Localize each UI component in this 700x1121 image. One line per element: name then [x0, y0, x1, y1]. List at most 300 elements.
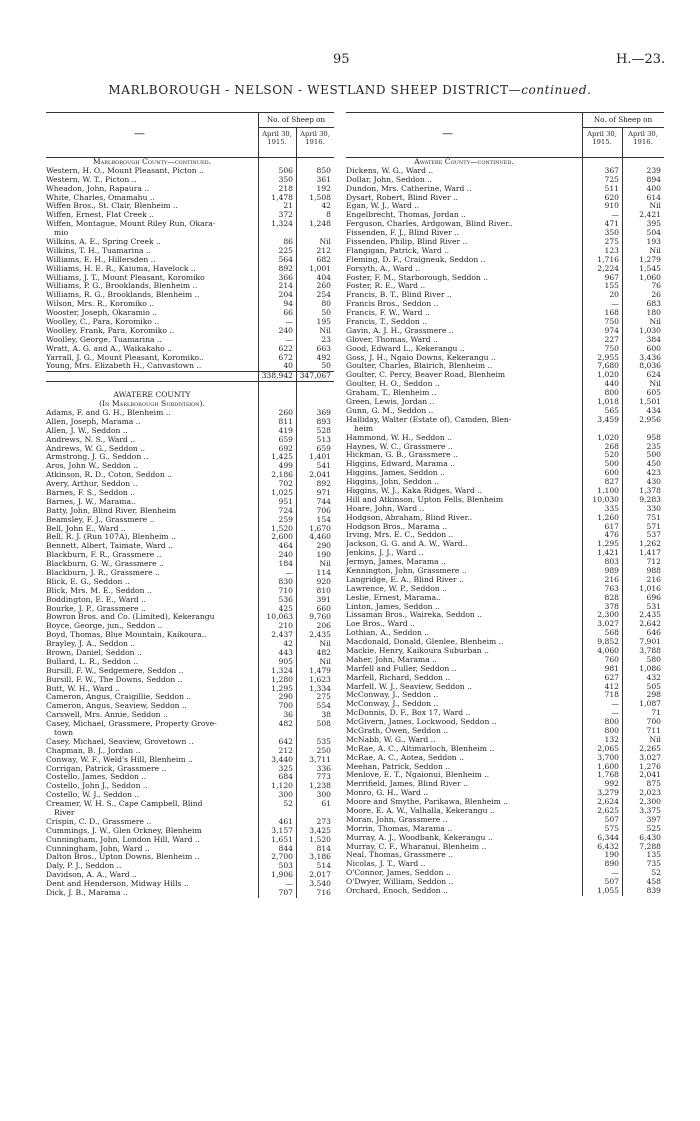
- sheep-1916: 696: [646, 592, 661, 602]
- sheep-1916: 1,262: [639, 539, 661, 549]
- sheep-1915: 507: [604, 814, 619, 824]
- sheep-1916: 347,067: [299, 371, 331, 381]
- sheep-1915: 967: [604, 272, 619, 282]
- owner-name: Crispin, C. D., Grassmere ..: [46, 817, 152, 826]
- owner-name: Orchard, Enoch, Seddon ..: [346, 887, 448, 896]
- sheep-1915: 464: [278, 541, 293, 551]
- owner-name: Williams, J. T., Mount Pleasant, Koromiko: [46, 273, 205, 282]
- sheep-1916: 1,060: [639, 272, 661, 282]
- owner-name: mio: [54, 229, 69, 238]
- sheep-1915: 536: [278, 594, 293, 604]
- owner-name: Engelbrecht, Thomas, Jordan ..: [346, 211, 466, 220]
- owner-name: Blick, Mrs. M. E., Seddon ..: [46, 586, 152, 595]
- sheep-1915: 1,768: [597, 770, 619, 780]
- sheep-1915: 1,906: [271, 870, 293, 880]
- page-number: 95: [333, 52, 350, 67]
- sheep-1916: 513: [316, 434, 331, 444]
- sheep-1916: 660: [316, 603, 331, 613]
- owner-name: Mackie, Henry, Kaikoura Suburban ..: [346, 646, 489, 655]
- owner-name: Adams, F. and G. H., Blenheim ..: [46, 408, 171, 417]
- sheep-1915: —: [285, 879, 293, 889]
- sheep-1915: 9,852: [597, 637, 619, 647]
- sheep-1916: 814: [316, 843, 331, 853]
- sheep-1915: 511: [604, 183, 619, 193]
- sheep-1915: 565: [604, 405, 619, 415]
- sheep-1915: 724: [278, 505, 293, 515]
- column-rule: [296, 128, 297, 157]
- sheep-1916: Nil: [319, 639, 331, 649]
- owner-name: Barnes, F. S., Seddon ..: [46, 488, 136, 497]
- sheep-1916: 432: [646, 672, 661, 682]
- sheep-1916: 920: [316, 576, 331, 586]
- title-main: MARLBOROUGH - NELSON - WESTLAND SHEEP DISTRICT—: [108, 83, 522, 97]
- sheep-1915: 36: [283, 710, 293, 720]
- sheep-1916: 212: [316, 245, 331, 255]
- sheep-1916: 1,334: [309, 683, 331, 693]
- sheep-1915: 366: [278, 272, 293, 282]
- sheep-1916: 330: [646, 503, 661, 513]
- sheep-1916: 190: [316, 550, 331, 560]
- sheep-1915: 190: [604, 850, 619, 860]
- header-col-1915-l2: 1915.: [267, 138, 287, 146]
- owner-name: Goss, J. H., Ngaio Downs, Kekerangu ..: [346, 353, 496, 362]
- owner-name: Francis Bros., Seddon ..: [346, 300, 439, 309]
- header-col-1916: [622, 130, 664, 146]
- sheep-1916: Nil: [319, 237, 331, 247]
- table-row: [46, 400, 258, 409]
- owner-name: Atkinson, R. D., Coton, Seddon ..: [46, 471, 172, 480]
- owner-name: Yarrall, J. G., Mount Pleasant, Koromiko..: [46, 353, 204, 362]
- sheep-1915: 659: [278, 434, 293, 444]
- sheep-1915: 3,279: [597, 788, 619, 798]
- sheep-1915: 627: [604, 672, 619, 682]
- owner-name: Bowron Bros. and Co. (Limited), Kekerangu: [46, 613, 215, 622]
- report-reference: H.—23.: [616, 52, 666, 67]
- owner-name: Barnes, J. W., Marama..: [46, 497, 136, 506]
- sheep-1915: 750: [604, 317, 619, 327]
- sheep-1915: 214: [278, 281, 293, 291]
- sheep-1915: 800: [604, 726, 619, 735]
- sheep-1915: 3,027: [597, 619, 619, 629]
- sheep-1916: 605: [646, 388, 661, 398]
- sheep-1916: 1,238: [309, 781, 331, 791]
- sheep-1915: 718: [604, 690, 619, 700]
- sheep-1915: 2,600: [271, 532, 293, 542]
- sheep-1916: 7,288: [639, 841, 661, 851]
- sheep-1915: 3,459: [597, 414, 619, 424]
- sheep-1916: 504: [646, 228, 661, 238]
- sheep-1916: 2,041: [639, 770, 661, 780]
- owner-name: Carswell, Mrs. Annie, Seddon ..: [46, 711, 168, 720]
- owner-name: Casey, Michael, Grassmere, Property Grove-: [46, 720, 217, 729]
- sheep-1915: 259: [278, 514, 293, 524]
- owner-name: Higgins, Edward, Marama ..: [346, 460, 455, 469]
- sheep-1915: 412: [604, 681, 619, 691]
- sheep-1915: 1,478: [271, 192, 293, 202]
- owner-name: Merrifield, James, Blind River ..: [346, 780, 469, 789]
- owner-name: Allen, J. W., Seddon ..: [46, 426, 128, 435]
- sheep-1916: 195: [316, 317, 331, 327]
- sheep-1915: 905: [278, 656, 293, 666]
- sheep-1915: 672: [278, 352, 293, 362]
- sheep-1916: 663: [316, 343, 331, 353]
- sheep-1915: 499: [278, 461, 293, 471]
- owner-name: Murray, C. F., Wharanui, Blenheim ..: [346, 842, 487, 851]
- header-group-label: No. of Sheep on: [582, 116, 664, 128]
- sheep-1916: 744: [316, 496, 331, 506]
- sheep-1915: 828: [604, 592, 619, 602]
- sheep-1915: 367: [604, 165, 619, 175]
- sheep-1916: 114: [316, 567, 331, 577]
- owner-name: Nicolas, J. T., Ward ..: [346, 860, 426, 869]
- owner-name: Ferguson, Charles, Ardgowan, Blind River..: [346, 220, 513, 229]
- sheep-1916: 525: [646, 823, 661, 833]
- sheep-1916: 537: [646, 530, 661, 540]
- sheep-1915: 692: [278, 443, 293, 453]
- owner-name: Costello, James, Seddon ..: [46, 773, 147, 782]
- owner-name: Conway, W. F., Weld's Hill, Blenheim ..: [46, 755, 193, 764]
- owner-name: Casey, Michael, Seaview, Grovetown ..: [46, 737, 194, 746]
- owner-name: Cunningham, John, London Hill, Ward ..: [46, 835, 200, 844]
- sheep-1915: 275: [604, 237, 619, 247]
- sheep-1916: 850: [316, 165, 331, 175]
- sheep-1915: 620: [604, 192, 619, 202]
- sheep-1916: 683: [646, 299, 661, 309]
- owner-name: Costello, W. J., Seddon ..: [46, 791, 140, 800]
- owner-name: Hoare, John, Ward ..: [346, 504, 425, 513]
- sheep-1916: 384: [646, 334, 661, 344]
- owner-name: Moore and Smythe, Parikawa, Blenheim ..: [346, 798, 509, 807]
- sheep-1915: 1,421: [597, 548, 619, 558]
- sheep-1916: 254: [316, 290, 331, 300]
- sheep-1915: 1,280: [271, 674, 293, 684]
- sheep-1916: 430: [646, 477, 661, 487]
- owner-name: Linton, James, Seddon ..: [346, 602, 440, 611]
- owner-name: Beamsley, F. J., Grassmere ..: [46, 515, 155, 524]
- owner-name: Graham, T., Blenheim ..: [346, 389, 437, 398]
- sheep-1915: 290: [278, 692, 293, 702]
- sheep-1916: 260: [316, 281, 331, 291]
- owner-name: Woolley, C., Para, Koromiko ..: [46, 318, 160, 327]
- owner-name: Marfell, W. J., Seaview, Seddon ..: [346, 682, 472, 691]
- owner-name: Dalton Bros., Upton Downs, Blenheim ..: [46, 853, 200, 862]
- sheep-1915: 564: [278, 254, 293, 264]
- sheep-1915: 992: [604, 779, 619, 789]
- sheep-1916: 659: [316, 443, 331, 453]
- sheep-1916: 61: [321, 799, 331, 809]
- sheep-1916: 958: [646, 432, 661, 442]
- sheep-1915: 2,437: [271, 630, 293, 640]
- sheep-1916: 290: [316, 541, 331, 551]
- sheep-1915: 2,625: [597, 806, 619, 816]
- left-table-header: [46, 112, 334, 158]
- sheep-1915: 507: [604, 877, 619, 887]
- sheep-1916: Nil: [319, 656, 331, 666]
- sheep-1915: 700: [278, 701, 293, 711]
- sheep-1915: 3,700: [597, 752, 619, 762]
- owner-name: Cameron, Angus, Craigillie, Seddon ..: [46, 693, 192, 702]
- sheep-1915: 204: [278, 290, 293, 300]
- sheep-1916: 3,027: [639, 752, 661, 762]
- owner-name: Daly, P. J., Seddon ..: [46, 862, 122, 871]
- owner-name: Boyce, George, jun., Seddon ..: [46, 622, 163, 631]
- sheep-1916: 6,430: [639, 832, 661, 842]
- owner-name: McGivern, James, Lockwood, Seddon ..: [346, 718, 497, 727]
- sheep-1915: 622: [278, 343, 293, 353]
- sheep-1915: 335: [604, 503, 619, 513]
- sheep-1915: 168: [604, 308, 619, 318]
- sheep-1915: 3,157: [271, 825, 293, 835]
- sheep-1916: 894: [646, 174, 661, 184]
- owner-name: Francis, T., Seddon ..: [346, 318, 428, 327]
- column-rule: [622, 128, 623, 157]
- sheep-1916: 716: [316, 888, 331, 898]
- owner-name: Gunn, G. M., Seddon ..: [346, 406, 434, 415]
- sheep-1915: 1,020: [597, 370, 619, 380]
- sheep-1916: 9,283: [639, 494, 661, 504]
- header-col-1915-l1: April 30,: [587, 130, 617, 138]
- owner-name: Avery, Arthur, Seddon ..: [46, 480, 138, 489]
- owner-name: Langridge, E. A., Blind River ..: [346, 575, 464, 584]
- header-col-1915-l1: April 30,: [262, 130, 292, 138]
- owner-name: McConway, J., Seddon ..: [346, 691, 439, 700]
- sheep-1916: 682: [316, 254, 331, 264]
- owner-name: Goulter, C. Percy, Beaver Road, Blenheim: [346, 371, 506, 380]
- sheep-1915: 642: [278, 736, 293, 746]
- sheep-1916: 1,479: [309, 665, 331, 675]
- right-column-table: [346, 112, 664, 896]
- sheep-1916: 3,436: [639, 352, 661, 362]
- sheep-1915: 40: [283, 361, 293, 371]
- sheep-1916: 450: [646, 459, 661, 469]
- sheep-1916: 52: [651, 868, 661, 878]
- sheep-1915: 989: [604, 565, 619, 575]
- owner-name: Murray, A. J., Woodbank, Kekerangu ..: [346, 833, 493, 842]
- sheep-1915: 1,260: [597, 512, 619, 522]
- sheep-1916: 528: [316, 425, 331, 435]
- owner-name: Blackburn, G. W., Grassmere ..: [46, 560, 164, 569]
- owner-name: Francis, F. W., Ward ..: [346, 309, 430, 318]
- sheep-1915: 20: [609, 290, 619, 300]
- sheep-1916: 614: [646, 192, 661, 202]
- owner-name: Western, H. O., Mount Pleasant, Picton ..: [46, 166, 204, 175]
- sheep-1915: 260: [278, 407, 293, 417]
- owner-name: Gavin, A. J. H., Grassmere ..: [346, 326, 454, 335]
- sheep-1916: Nil: [649, 245, 661, 255]
- owner-name: White, Charles, Omamahu ..: [46, 193, 155, 202]
- sheep-1916: 571: [646, 521, 661, 531]
- sheep-1915: 2,224: [597, 263, 619, 273]
- sheep-1915: 42: [283, 639, 293, 649]
- owner-name: Wiffen, Ernest, Flat Creek ..: [46, 211, 155, 220]
- sheep-1915: 500: [604, 459, 619, 469]
- sheep-1915: 443: [278, 647, 293, 657]
- owner-name: Leslie, Ernest, Marama..: [346, 593, 441, 602]
- sheep-1915: 760: [604, 654, 619, 664]
- owner-name: Hammond, W. H., Seddon ..: [346, 433, 452, 442]
- sheep-1916: 434: [646, 405, 661, 415]
- table-row: [346, 416, 664, 425]
- owner-name: Loe Bros., Ward ..: [346, 620, 415, 629]
- sheep-1916: 875: [646, 779, 661, 789]
- sheep-1915: 520: [604, 450, 619, 460]
- header-col-1916: [296, 130, 334, 146]
- sheep-1915: 216: [604, 574, 619, 584]
- sheep-1916: 505: [646, 681, 661, 691]
- section-heading: AWATERE COUNTY: [113, 390, 191, 400]
- sheep-1915: 155: [604, 281, 619, 291]
- sheep-1916: 971: [316, 487, 331, 497]
- owner-name: Blackburn, J. R., Grassmere ..: [46, 568, 160, 577]
- section-heading: Awatere County—continued.: [414, 157, 514, 166]
- sheep-1916: Nil: [649, 317, 661, 327]
- sheep-1916: 531: [646, 601, 661, 611]
- owner-name: Wratt, A. G. and A., Waikakaho ..: [46, 344, 172, 353]
- sheep-1916: 235: [646, 441, 661, 451]
- sheep-1915: 1,295: [271, 683, 293, 693]
- sheep-1915: 378: [604, 601, 619, 611]
- sheep-1916: 646: [646, 628, 661, 638]
- sheep-1915: 503: [278, 861, 293, 871]
- sheep-1915: 710: [278, 585, 293, 595]
- sheep-1916: 735: [646, 859, 661, 869]
- owner-name: Boddington, E. E., Ward ..: [46, 595, 146, 604]
- owner-name: River: [54, 809, 75, 818]
- header-col-1915: [258, 130, 296, 146]
- sheep-1916: 26: [651, 290, 661, 300]
- sheep-1916: 2,421: [639, 210, 661, 220]
- sheep-1916: 9,760: [309, 612, 331, 622]
- sheep-1916: 154: [316, 514, 331, 524]
- sheep-1915: 338,942: [261, 371, 293, 381]
- sheep-1916: 711: [646, 726, 661, 735]
- owner-name: Egan, W. J., Ward ..: [346, 202, 420, 211]
- sheep-1916: 395: [646, 219, 661, 229]
- owner-name: Andrews, W. G., Seddon ..: [46, 444, 146, 453]
- column-rule: [582, 113, 583, 157]
- owner-name: Davidson, A. A., Ward ..: [46, 871, 137, 880]
- sheep-1915: 21: [283, 201, 293, 211]
- sheep-1915: 2,186: [271, 470, 293, 480]
- sheep-1916: 1,378: [639, 485, 661, 495]
- sheep-1915: 951: [278, 496, 293, 506]
- owner-name: Dick, J. B., Marama ..: [46, 889, 128, 898]
- sheep-1915: 461: [278, 816, 293, 826]
- owner-name: Moran, John, Grassmere ..: [346, 815, 448, 824]
- owner-name: Macdonald, Donald, Glenlee, Blenheim ..: [346, 638, 504, 647]
- sheep-1916: 2,435: [309, 630, 331, 640]
- owner-name: Fissenden, F. J., Blind River ..: [346, 229, 459, 238]
- sheep-1916: 3,788: [639, 645, 661, 655]
- sheep-1916: 273: [316, 816, 331, 826]
- sheep-1915: 210: [278, 621, 293, 631]
- sheep-1915: 94: [283, 299, 293, 309]
- owner-name: Bennett, Albert, Taimate, Ward ..: [46, 542, 173, 551]
- owner-name: Wiffen Bros., St. Clair, Blenheim ..: [46, 202, 178, 211]
- sheep-1916: 8,036: [639, 361, 661, 371]
- table-row: [46, 720, 334, 729]
- owner-name: Marfell and Fuller, Seddon ..: [346, 664, 457, 673]
- owner-name: Good, Edward L., Kekerangu ..: [346, 344, 465, 353]
- sheep-1915: —: [611, 868, 619, 878]
- sheep-1916: 1,545: [639, 263, 661, 273]
- sheep-1915: 974: [604, 325, 619, 335]
- sheep-1915: 2,065: [597, 743, 619, 753]
- owner-name: Brown, Daniel, Seddon ..: [46, 648, 142, 657]
- sheep-1916: 712: [646, 557, 661, 567]
- owner-name: McRae, A. C., Altimarloch, Blenheim ..: [346, 744, 495, 753]
- right-table-header: [346, 112, 664, 158]
- owner-name: Cameron, Angus, Seaview, Seddon ..: [46, 702, 187, 711]
- owner-name: Woolley, Frank, Para, Koromiko ..: [46, 326, 175, 335]
- sheep-1915: 372: [278, 210, 293, 220]
- sheep-1915: 10,063: [266, 612, 293, 622]
- sheep-1916: 76: [651, 281, 661, 291]
- sheep-1916: 4,460: [309, 532, 331, 542]
- sheep-1915: 763: [604, 583, 619, 593]
- sheep-1916: 624: [646, 370, 661, 380]
- sheep-1915: 910: [604, 201, 619, 211]
- sheep-1915: 1,025: [271, 487, 293, 497]
- sheep-1915: 1,120: [271, 781, 293, 791]
- sheep-1915: 268: [604, 441, 619, 451]
- table-row: [46, 362, 334, 371]
- owner-name: Blick, E. G., Seddon ..: [46, 577, 130, 586]
- owner-name: McGrath, Owen, Seddon ..: [346, 727, 449, 735]
- sheep-1915: 1,055: [597, 886, 619, 896]
- sheep-1915: 350: [604, 228, 619, 238]
- sheep-1915: 800: [604, 717, 619, 727]
- sheep-1916: 1,623: [309, 674, 331, 684]
- owner-name: Bullard, L. R., Seddon ..: [46, 657, 139, 666]
- sheep-1916: 458: [646, 877, 661, 887]
- owner-name: Williams, H. E. R., Kaiuma, Havelock ..: [46, 264, 196, 273]
- owner-name: Fissenden, Philip, Blind River ..: [346, 238, 468, 247]
- sheep-1916: 773: [316, 772, 331, 782]
- sheep-1915: 1,520: [271, 523, 293, 533]
- sheep-1915: 800: [604, 388, 619, 398]
- owner-name: Lissaman Bros., Waireka, Seddon ..: [346, 611, 483, 620]
- owner-name: Wilkins, A. E., Spring Creek ..: [46, 238, 161, 247]
- sheep-1916: 1,087: [639, 699, 661, 709]
- sheep-1916: 2,265: [639, 743, 661, 753]
- owner-name: Batty, John, Blind River, Blenheim: [46, 506, 177, 515]
- sheep-1916: 541: [316, 461, 331, 471]
- sheep-1916: 7,901: [639, 637, 661, 647]
- owner-name: Dollar, John, Seddon ..: [346, 175, 433, 184]
- sheep-1916: 1,279: [639, 254, 661, 264]
- owner-name: Dundon, Mrs. Catherine, Ward ..: [346, 184, 472, 193]
- owner-name: Higgins, James, Seddon ..: [346, 469, 445, 478]
- sheep-1916: 3,425: [309, 825, 331, 835]
- sheep-1916: 1,670: [309, 523, 331, 533]
- sheep-1915: 1,600: [597, 761, 619, 771]
- owner-name: Chapman, B. J., Jordan ..: [46, 746, 141, 755]
- sheep-1916: 514: [316, 861, 331, 871]
- sheep-1916: 71: [651, 708, 661, 718]
- sheep-1916: 3,540: [309, 879, 331, 889]
- owner-name: Dent and Henderson, Midway Hills ..: [46, 880, 189, 889]
- sheep-1916: 423: [646, 468, 661, 478]
- sheep-1916: 1,001: [309, 263, 331, 273]
- sheep-1915: 2,700: [271, 852, 293, 862]
- sheep-1915: 892: [278, 263, 293, 273]
- table-row: [46, 800, 334, 809]
- owner-name: Flangigan, Patrick, Ward ..: [346, 246, 450, 255]
- sheep-1915: 52: [283, 799, 293, 809]
- owner-name: Morrin, Thomas, Marama ..: [346, 824, 453, 833]
- owner-name: Kennington, John, Grassmere ..: [346, 566, 467, 575]
